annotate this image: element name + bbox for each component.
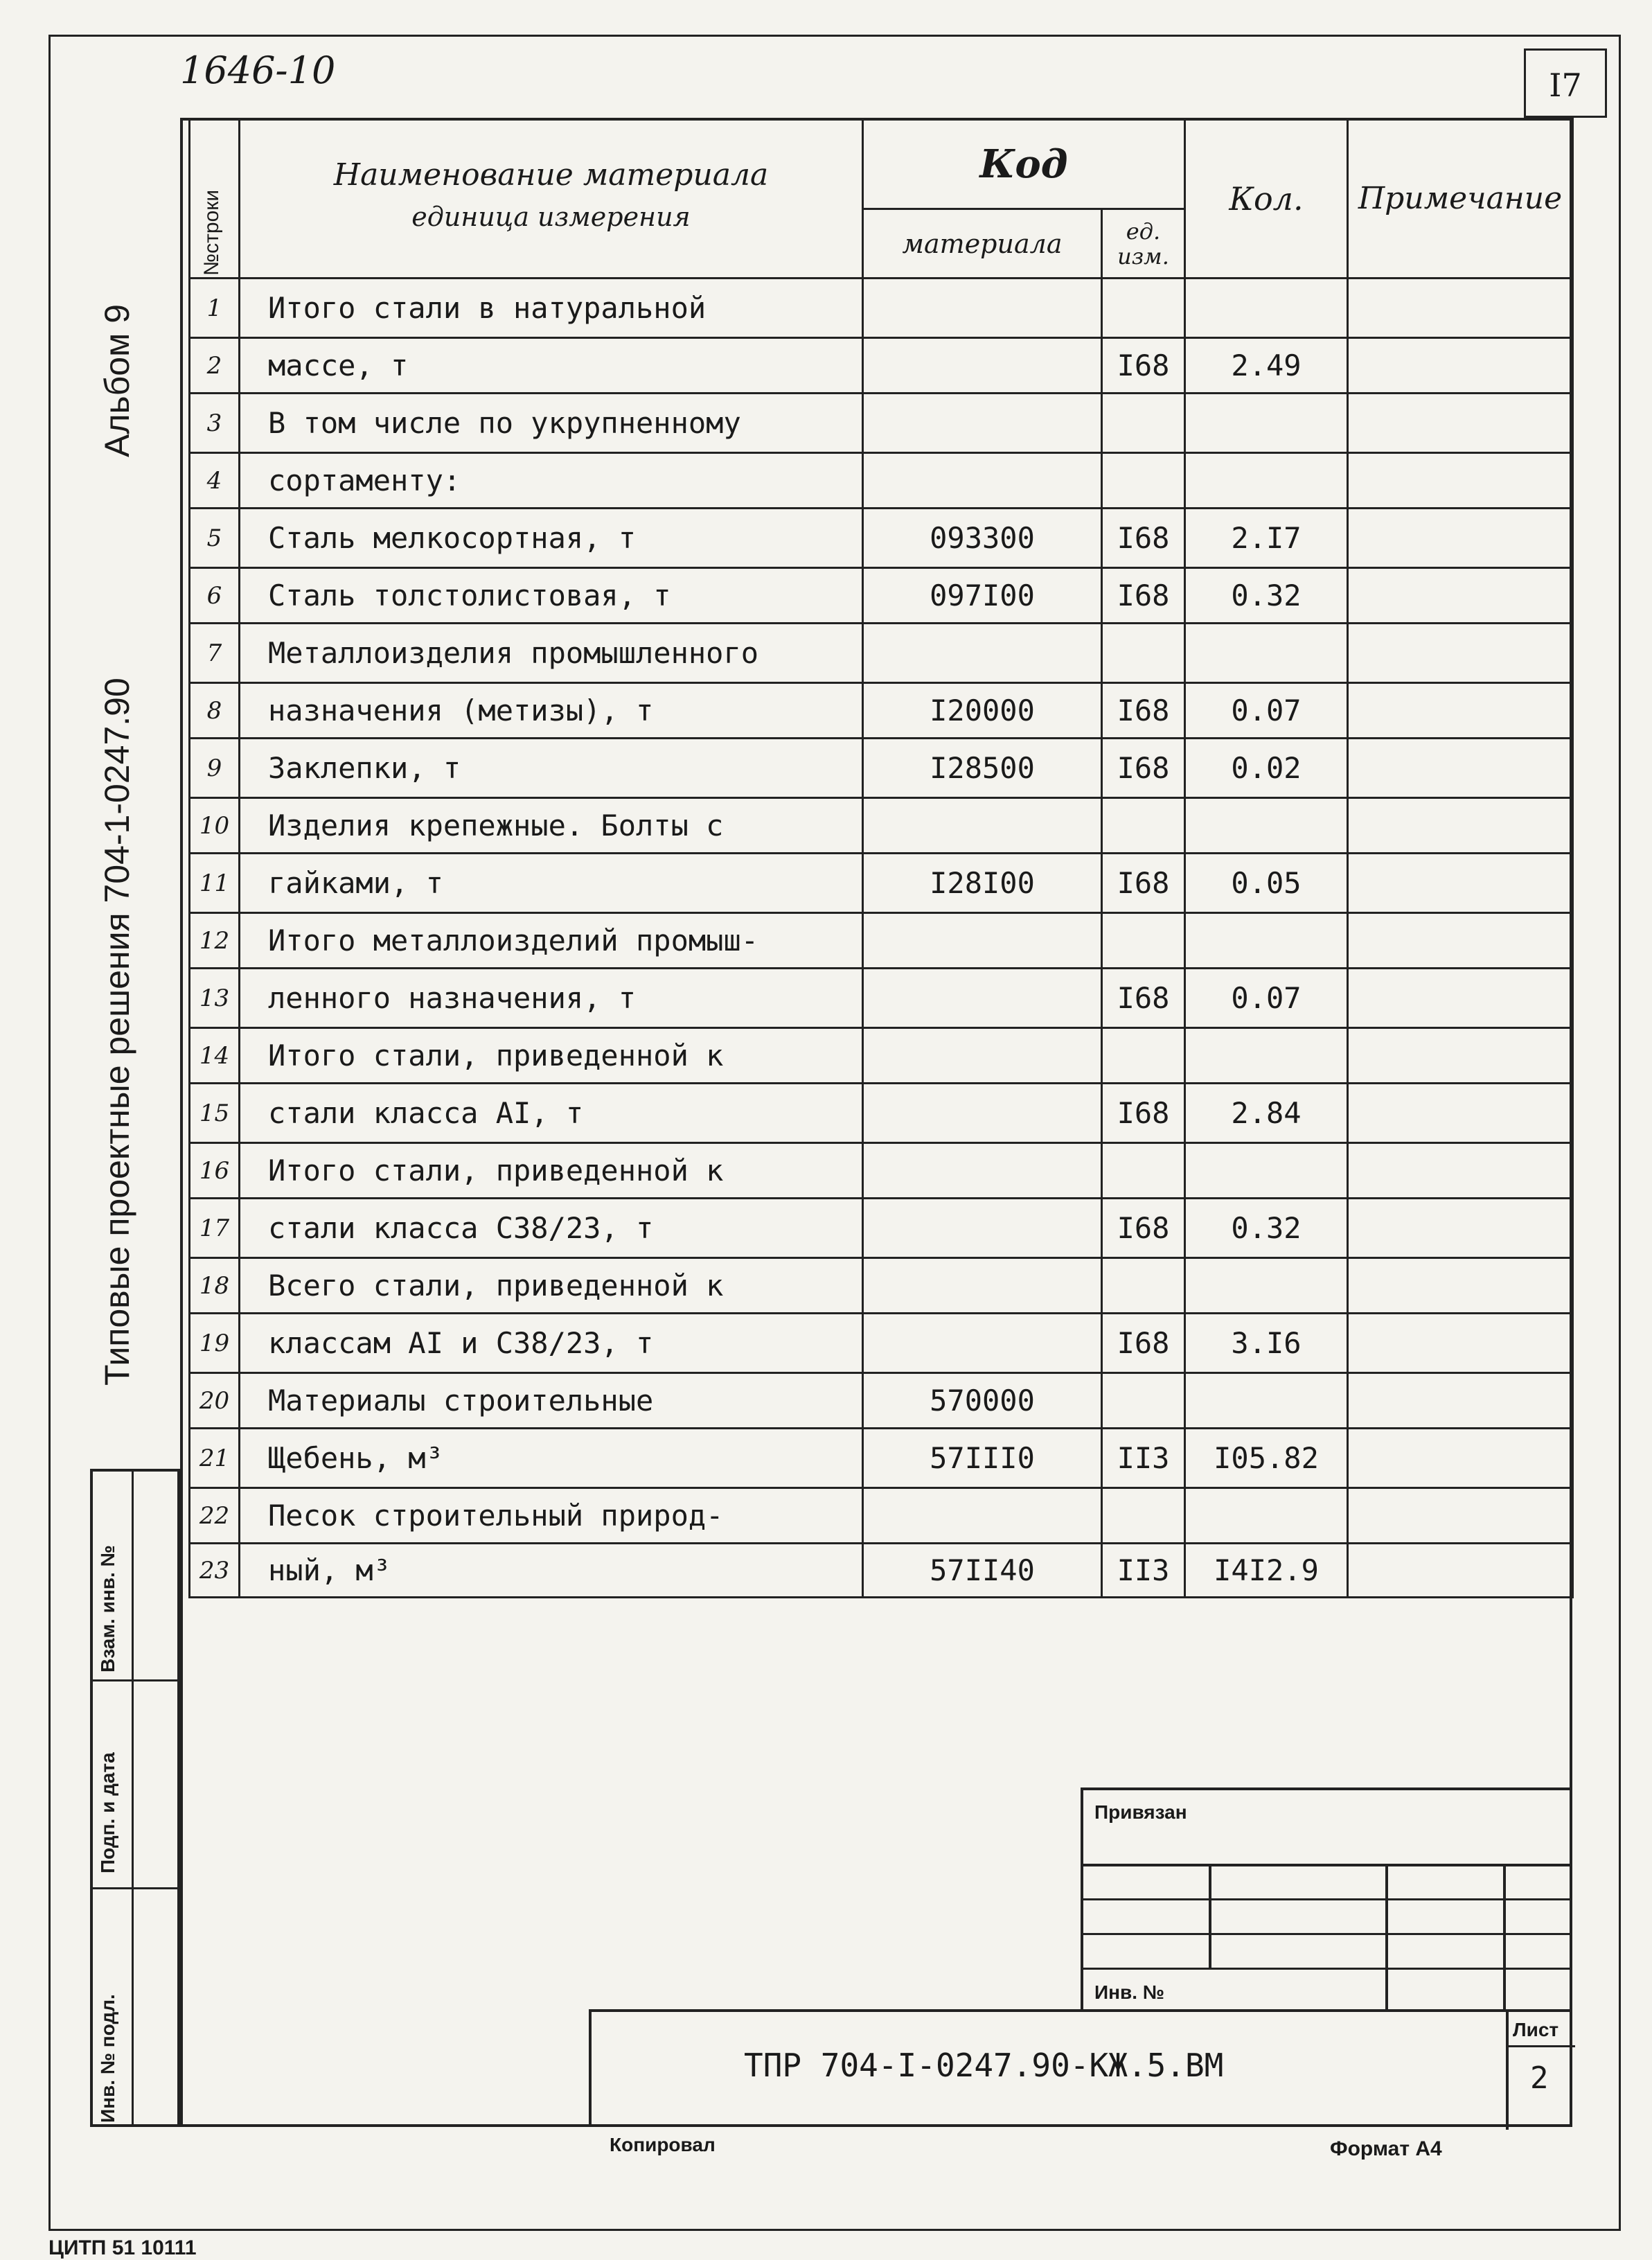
attached-label: Привязан: [1094, 1801, 1187, 1823]
material-name: назначения (метизы), т: [240, 683, 863, 739]
quantity: [1185, 798, 1348, 854]
material-code: 57II40: [863, 1544, 1102, 1598]
material-name: Песок строительный природ-: [240, 1488, 863, 1544]
material-name: Итого металлоизделий промыш-: [240, 913, 863, 969]
material-name: Итого стали в натуральной: [240, 279, 863, 338]
material-name: Изделия крепежные. Болты с: [240, 798, 863, 854]
material-code: I28500: [863, 739, 1102, 798]
table-row: [190, 1314, 1573, 1373]
row-number: 17: [190, 1199, 240, 1258]
table-row: [190, 683, 1573, 739]
material-name: сортаменту:: [240, 453, 863, 509]
row-number: 3: [190, 394, 240, 453]
note: [1348, 1544, 1573, 1598]
side-album: Альбом 9: [98, 303, 136, 457]
note: [1348, 1373, 1573, 1429]
note: [1348, 1143, 1573, 1199]
stamp-replace-label: Взам. инв. №: [97, 1545, 118, 1672]
material-code: [863, 453, 1102, 509]
unit-code: [1102, 1143, 1185, 1199]
quantity: 0.05: [1185, 854, 1348, 913]
row-number: 10: [190, 798, 240, 854]
table-row: [190, 1028, 1573, 1084]
quantity: [1185, 1028, 1348, 1084]
table-row: [190, 394, 1573, 453]
quantity: I05.82: [1185, 1429, 1348, 1488]
material-name: Заклепки, т: [240, 739, 863, 798]
material-code: I20000: [863, 683, 1102, 739]
material-name: Сталь толстолистовая, т: [240, 568, 863, 624]
header-note: Примечание: [1348, 119, 1573, 279]
row-number: 7: [190, 624, 240, 683]
quantity: [1185, 913, 1348, 969]
quantity: [1185, 624, 1348, 683]
header-quantity: Кол.: [1185, 119, 1348, 279]
side-stamp: [90, 1469, 180, 2127]
header-code-unit: ед. изм.: [1102, 209, 1185, 279]
note: [1348, 1028, 1573, 1084]
copied-by-label: Копировал: [610, 2134, 716, 2155]
material-code: [863, 1084, 1102, 1143]
table-row: [190, 453, 1573, 509]
table-row: [190, 338, 1573, 394]
material-code: [863, 1488, 1102, 1544]
row-number: 8: [190, 683, 240, 739]
table-row: [190, 624, 1573, 683]
quantity: 3.I6: [1185, 1314, 1348, 1373]
material-code: [863, 1314, 1102, 1373]
material-name: гайками, т: [240, 854, 863, 913]
row-number: 4: [190, 453, 240, 509]
material-name: стали класса С38/23, т: [240, 1199, 863, 1258]
unit-code: [1102, 1488, 1185, 1544]
note: [1348, 1258, 1573, 1314]
material-code: [863, 338, 1102, 394]
note: [1348, 854, 1573, 913]
document-code: ТПР 704-I-0247.90-КЖ.5.ВМ: [744, 2047, 1224, 2084]
table-row: [190, 969, 1573, 1028]
org-code: ЦИТП 51 10111: [48, 2236, 197, 2259]
note: [1348, 279, 1573, 338]
material-name: Всего стали, приведенной к: [240, 1258, 863, 1314]
table-row: [190, 854, 1573, 913]
document-stamp: [589, 2009, 1572, 2127]
row-number: 21: [190, 1429, 240, 1488]
quantity: 0.07: [1185, 683, 1348, 739]
quantity: [1185, 394, 1348, 453]
material-code: [863, 969, 1102, 1028]
quantity: 0.07: [1185, 969, 1348, 1028]
quantity: 0.32: [1185, 1199, 1348, 1258]
unit-code: I68: [1102, 1199, 1185, 1258]
quantity: 2.84: [1185, 1084, 1348, 1143]
unit-code: I68: [1102, 969, 1185, 1028]
note: [1348, 509, 1573, 568]
header-code-material: материала: [863, 209, 1102, 279]
material-name: Щебень, м³: [240, 1429, 863, 1488]
note: [1348, 338, 1573, 394]
inventory-number-label: Инв. №: [1094, 1981, 1165, 2003]
material-code: [863, 1258, 1102, 1314]
note: [1348, 683, 1573, 739]
unit-code: [1102, 913, 1185, 969]
unit-code: [1102, 394, 1185, 453]
table-row: [190, 279, 1573, 338]
quantity: [1185, 279, 1348, 338]
row-number: 19: [190, 1314, 240, 1373]
note: [1348, 969, 1573, 1028]
material-name: классам AI и С38/23, т: [240, 1314, 863, 1373]
material-name: Материалы строительные: [240, 1373, 863, 1429]
note: [1348, 568, 1573, 624]
handwritten-number: 1646-10: [180, 48, 336, 92]
unit-code: [1102, 1028, 1185, 1084]
quantity: [1185, 453, 1348, 509]
material-code: 570000: [863, 1373, 1102, 1429]
table-row: [190, 1488, 1573, 1544]
material-code: 093300: [863, 509, 1102, 568]
material-name: стали класса AI, т: [240, 1084, 863, 1143]
unit-code: I68: [1102, 338, 1185, 394]
quantity: [1185, 1258, 1348, 1314]
row-number: 16: [190, 1143, 240, 1199]
note: [1348, 394, 1573, 453]
quantity: 2.I7: [1185, 509, 1348, 568]
row-number: 12: [190, 913, 240, 969]
unit-code: I68: [1102, 739, 1185, 798]
material-name: ленного назначения, т: [240, 969, 863, 1028]
table-row: [190, 1429, 1573, 1488]
note: [1348, 624, 1573, 683]
unit-code: I68: [1102, 568, 1185, 624]
unit-code: I68: [1102, 683, 1185, 739]
material-code: [863, 1199, 1102, 1258]
material-code: [863, 394, 1102, 453]
header-code: Код: [863, 119, 1185, 209]
row-number: 13: [190, 969, 240, 1028]
unit-code: I68: [1102, 1084, 1185, 1143]
table-row: [190, 739, 1573, 798]
material-code: [863, 913, 1102, 969]
sheet-number: I7: [1524, 48, 1607, 118]
unit-code: [1102, 798, 1185, 854]
table-row: [190, 509, 1573, 568]
material-code: 097I00: [863, 568, 1102, 624]
header-material-name: Наименование материала единица измерения: [240, 119, 863, 279]
unit-code: II3: [1102, 1429, 1185, 1488]
format-label: Формат А4: [1330, 2137, 1442, 2160]
table-row: [190, 1143, 1573, 1199]
note: [1348, 1429, 1573, 1488]
table-row: [190, 1544, 1573, 1598]
unit-code: [1102, 1258, 1185, 1314]
table-row: [190, 1373, 1573, 1429]
unit-code: I68: [1102, 509, 1185, 568]
material-name: В том числе по укрупненному: [240, 394, 863, 453]
material-name: Сталь мелкосортная, т: [240, 509, 863, 568]
unit-code: [1102, 279, 1185, 338]
material-name: Итого стали, приведенной к: [240, 1028, 863, 1084]
quantity: [1185, 1373, 1348, 1429]
note: [1348, 1084, 1573, 1143]
unit-code: [1102, 624, 1185, 683]
material-name: массе, т: [240, 338, 863, 394]
note: [1348, 1488, 1573, 1544]
sheet-value: 2: [1530, 2060, 1549, 2096]
quantity: 0.32: [1185, 568, 1348, 624]
unit-code: [1102, 453, 1185, 509]
note: [1348, 453, 1573, 509]
note: [1348, 1199, 1573, 1258]
row-number: 18: [190, 1258, 240, 1314]
material-name: ный, м³: [240, 1544, 863, 1598]
material-code: [863, 1143, 1102, 1199]
side-title: Типовые проектные решения 704-1-0247.90: [98, 678, 136, 1386]
material-code: I28I00: [863, 854, 1102, 913]
unit-code: [1102, 1373, 1185, 1429]
header-row-number: №строки: [190, 119, 240, 279]
material-name: Металлоизделия промышленного: [240, 624, 863, 683]
quantity: [1185, 1143, 1348, 1199]
quantity: I4I2.9: [1185, 1544, 1348, 1598]
note: [1348, 913, 1573, 969]
quantity: [1185, 1488, 1348, 1544]
row-number: 5: [190, 509, 240, 568]
note: [1348, 1314, 1573, 1373]
material-code: [863, 798, 1102, 854]
sheet-label: Лист: [1513, 2019, 1559, 2040]
row-number: 11: [190, 854, 240, 913]
row-number: 1: [190, 279, 240, 338]
quantity: 2.49: [1185, 338, 1348, 394]
row-number: 23: [190, 1544, 240, 1598]
row-number: 14: [190, 1028, 240, 1084]
material-spec-table: [188, 118, 1574, 1598]
table-row: [190, 568, 1573, 624]
table-row: [190, 1258, 1573, 1314]
table-row: [190, 1199, 1573, 1258]
row-number: 15: [190, 1084, 240, 1143]
unit-code: I68: [1102, 854, 1185, 913]
note: [1348, 798, 1573, 854]
material-name: Итого стали, приведенной к: [240, 1143, 863, 1199]
material-code: [863, 279, 1102, 338]
row-number: 2: [190, 338, 240, 394]
table-row: [190, 798, 1573, 854]
row-number: 20: [190, 1373, 240, 1429]
stamp-inv-label: Инв. № подл.: [97, 1994, 118, 2123]
row-number: 9: [190, 739, 240, 798]
unit-code: II3: [1102, 1544, 1185, 1598]
note: [1348, 739, 1573, 798]
quantity: 0.02: [1185, 739, 1348, 798]
table-row: [190, 1084, 1573, 1143]
material-code: 57III0: [863, 1429, 1102, 1488]
row-number: 22: [190, 1488, 240, 1544]
table-row: [190, 913, 1573, 969]
stamp-sign-label: Подп. и дата: [97, 1752, 118, 1873]
row-number: 6: [190, 568, 240, 624]
unit-code: I68: [1102, 1314, 1185, 1373]
material-code: [863, 1028, 1102, 1084]
material-code: [863, 624, 1102, 683]
